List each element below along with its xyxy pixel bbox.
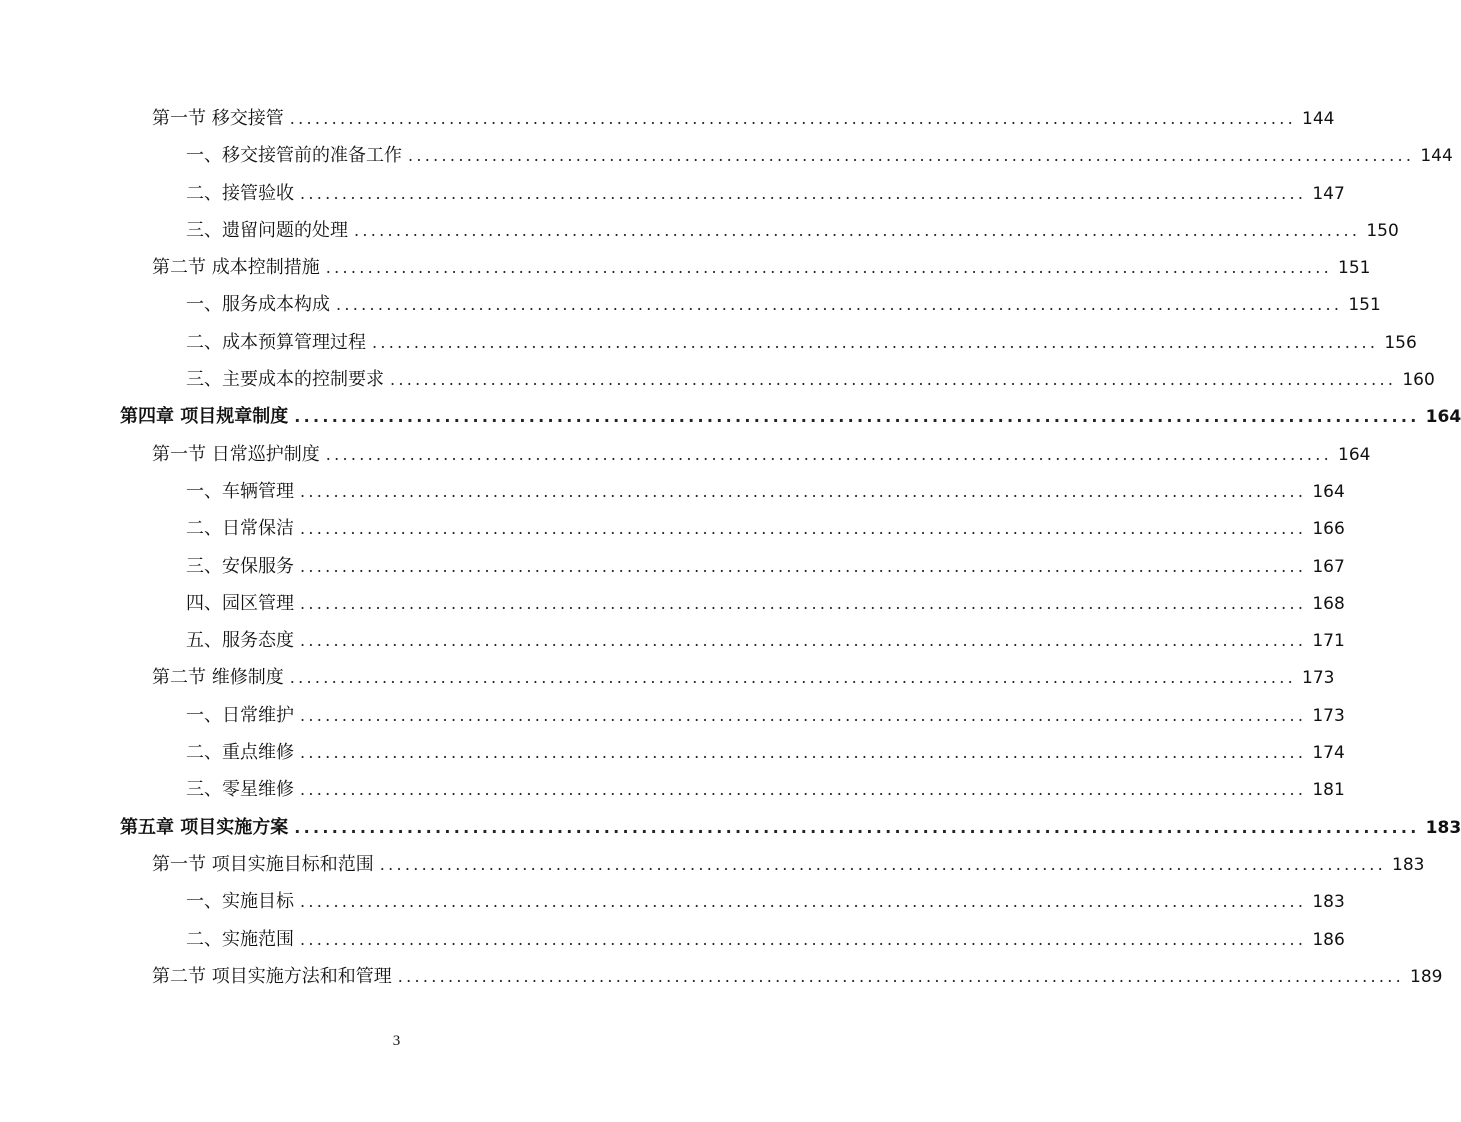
toc-entry-label: 一、服务成本构成 <box>186 294 330 316</box>
toc-dot-leader: ........................................................................................................................ <box>300 556 1307 576</box>
toc-dot-leader: ........................................................................................................................ <box>372 332 1379 352</box>
toc-subsection-entry[interactable] <box>120 622 1345 659</box>
toc-dot-leader: ........................................................................................................................ <box>300 780 1307 800</box>
toc-dot-leader: ........................................................................................................................ <box>397 966 1405 986</box>
toc-entry-page: 183 <box>1392 854 1425 875</box>
toc-dot-leader: ........................................................................................................................ <box>354 220 1361 240</box>
toc-entry-label: 第一节 日常巡护制度 <box>152 443 320 465</box>
toc-dot-leader: ........................................................................................................................ <box>408 146 1415 166</box>
toc-dot-leader: ........................................................................................................................ <box>300 481 1307 501</box>
toc-subsection-entry[interactable] <box>120 883 1345 920</box>
toc-entry-page: 167 <box>1312 556 1345 577</box>
toc-section-entry[interactable] <box>120 100 1335 137</box>
toc-entry-label: 第四章 项目规章制度 <box>120 406 289 428</box>
toc-entry-label: 一、移交接管前的准备工作 <box>186 145 402 167</box>
page-number: 3 <box>392 1033 401 1049</box>
toc-entry-page: 173 <box>1302 668 1335 689</box>
toc-entry-label: 第二节 项目实施方法和和管理 <box>152 965 392 987</box>
toc-entry-label: 第二节 成本控制措施 <box>152 257 320 279</box>
toc-entry-page: 173 <box>1312 705 1345 726</box>
toc-dot-leader: ........................................................................................................................ <box>300 892 1307 912</box>
toc-entry-label: 二、成本预算管理过程 <box>186 331 366 353</box>
toc-chapter-entry[interactable] <box>120 398 1461 435</box>
toc-dot-leader: ........................................................................................................................ <box>325 258 1333 278</box>
toc-entry-label: 一、日常维护 <box>186 704 294 726</box>
toc-entry-page: 150 <box>1366 220 1399 241</box>
toc-entry-label: 第二节 维修制度 <box>152 667 284 689</box>
toc-entry-page: 183 <box>1425 817 1461 838</box>
toc-entry-label: 第五章 项目实施方案 <box>120 816 289 838</box>
toc-entry-label: 三、零星维修 <box>186 779 294 801</box>
toc-subsection-entry[interactable] <box>120 921 1345 958</box>
toc-dot-leader: ........................................................................................................................ <box>300 519 1307 539</box>
toc-entry-page: 181 <box>1312 780 1345 801</box>
toc-dot-leader: ........................................................................................................................ <box>289 668 1297 688</box>
toc-entry-label: 五、服务态度 <box>186 630 294 652</box>
toc-dot-leader: ........................................................................................................................ <box>336 295 1343 315</box>
toc-dot-leader: ........................................................................................................................ <box>294 817 1420 837</box>
toc-entry-page: 168 <box>1312 593 1345 614</box>
toc-entry-page: 156 <box>1384 332 1417 353</box>
toc-entry-page: 144 <box>1420 146 1453 167</box>
toc-dot-leader: ........................................................................................................................ <box>379 854 1387 874</box>
toc-entry-label: 第一节 项目实施目标和范围 <box>152 853 374 875</box>
toc-dot-leader: ........................................................................................................................ <box>390 370 1397 390</box>
toc-dot-leader: ........................................................................................................................ <box>300 929 1307 949</box>
toc-subsection-entry[interactable] <box>120 734 1345 771</box>
toc-dot-leader: ........................................................................................................................ <box>300 631 1307 651</box>
toc-subsection-entry[interactable] <box>120 286 1381 323</box>
toc-section-entry[interactable] <box>120 958 1443 995</box>
toc-subsection-entry[interactable] <box>120 212 1399 249</box>
toc-subsection-entry[interactable] <box>120 585 1345 622</box>
toc-dot-leader: ........................................................................................................................ <box>300 183 1307 203</box>
toc-entry-label: 三、主要成本的控制要求 <box>186 369 384 391</box>
toc-subsection-entry[interactable] <box>120 473 1345 510</box>
toc-dot-leader: ........................................................................................................................ <box>289 109 1297 128</box>
toc-entry-page: 144 <box>1302 109 1335 129</box>
toc-section-entry[interactable] <box>120 659 1335 696</box>
toc-entry-page: 189 <box>1410 966 1443 987</box>
table-of-contents <box>120 100 1461 995</box>
toc-entry-page: 183 <box>1312 892 1345 913</box>
toc-dot-leader: ........................................................................................................................ <box>300 743 1307 763</box>
toc-entry-page: 166 <box>1312 519 1345 540</box>
toc-entry-label: 第一节 移交接管 <box>152 108 284 129</box>
toc-entry-label: 二、接管验收 <box>186 182 294 204</box>
toc-section-entry[interactable] <box>120 846 1425 883</box>
toc-entry-label: 四、园区管理 <box>186 592 294 614</box>
toc-subsection-entry[interactable] <box>120 697 1345 734</box>
toc-entry-page: 160 <box>1402 370 1435 391</box>
toc-subsection-entry[interactable] <box>120 510 1345 547</box>
toc-subsection-entry[interactable] <box>120 137 1453 174</box>
toc-entry-page: 186 <box>1312 929 1345 950</box>
toc-section-entry[interactable] <box>120 249 1371 286</box>
toc-subsection-entry[interactable] <box>120 361 1435 398</box>
toc-entry-page: 151 <box>1338 258 1371 279</box>
toc-subsection-entry[interactable] <box>120 324 1417 361</box>
toc-entry-page: 171 <box>1312 631 1345 652</box>
toc-entry-page: 147 <box>1312 183 1345 204</box>
toc-dot-leader: ........................................................................................................................ <box>300 705 1307 725</box>
toc-entry-page: 164 <box>1312 481 1345 502</box>
toc-dot-leader: ........................................................................................................................ <box>325 444 1333 464</box>
toc-entry-page: 164 <box>1425 407 1461 428</box>
toc-entry-label: 三、安保服务 <box>186 555 294 577</box>
toc-subsection-entry[interactable] <box>120 771 1345 808</box>
toc-chapter-entry[interactable] <box>120 809 1461 846</box>
toc-entry-label: 一、车辆管理 <box>186 480 294 502</box>
toc-subsection-entry[interactable] <box>120 175 1345 212</box>
toc-entry-page: 151 <box>1348 295 1381 316</box>
toc-entry-page: 174 <box>1312 743 1345 764</box>
toc-entry-label: 二、重点维修 <box>186 742 294 764</box>
toc-dot-leader: ........................................................................................................................ <box>300 593 1307 613</box>
toc-dot-leader: ........................................................................................................................ <box>294 407 1420 427</box>
toc-subsection-entry[interactable] <box>120 548 1345 585</box>
toc-entry-label: 三、遗留问题的处理 <box>186 219 348 241</box>
toc-entry-label: 二、日常保洁 <box>186 518 294 540</box>
toc-entry-label: 二、实施范围 <box>186 928 294 950</box>
toc-entry-label: 一、实施目标 <box>186 891 294 913</box>
toc-entry-page: 164 <box>1338 444 1371 465</box>
toc-section-entry[interactable] <box>120 436 1371 473</box>
